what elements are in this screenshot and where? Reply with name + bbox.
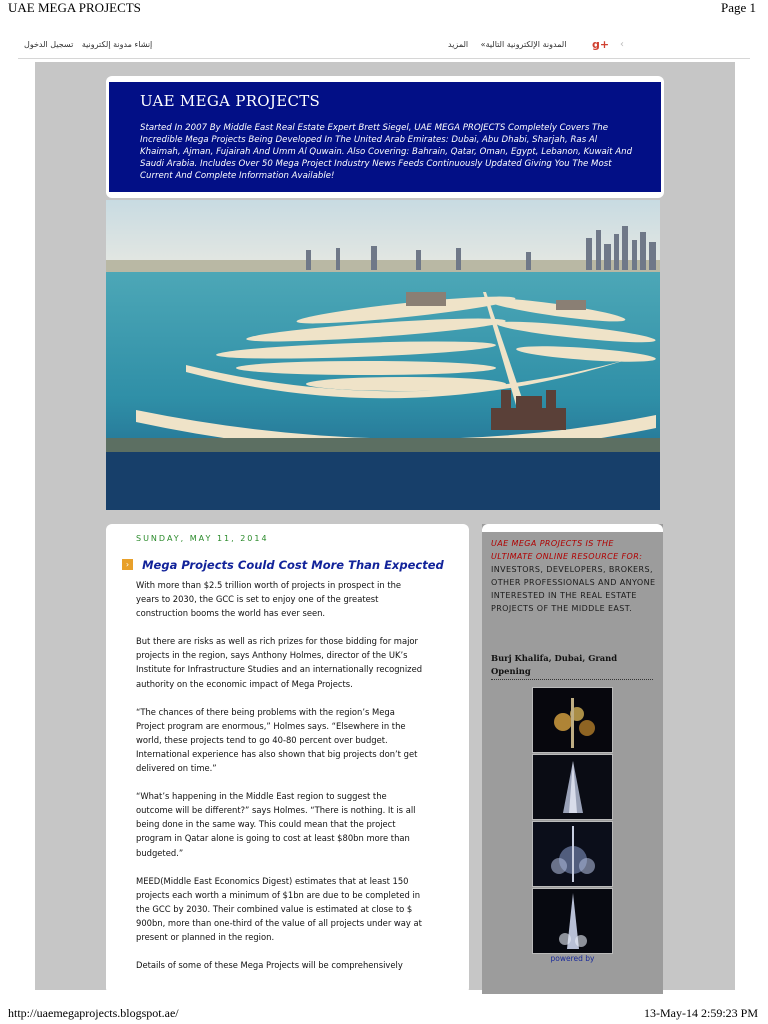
blog-description: Started In 2007 By Middle East Real Estate Expert Brett Siegel, UAE MEGA PROJECTS Completely Covers The Incredible Mega Projects Being Developed In The United Arab Emirates: Dubai, Abu Dhabi, Sharjah, Ras Al Khaimah, Ajman, Fujairah And Umm Al Quwain. Also Covering: Bahrain, Qatar, Oman, Egypt, Lebanon, Kuwait And Saudi Arabia. Includes Over 50 Mega Project Industry News Feeds Continuously Updated Giving You The Most Current And Complete Information Available! <box>140 123 633 181</box>
video-gadget-title: Burj Khalifa, Dubai, Grand Opening <box>491 652 653 680</box>
next-blog-link[interactable]: المدونة الإلكترونية التالية» <box>480 40 567 49</box>
post-paragraph: With more than $2.5 trillion worth of projects in prospect in the years to 2030, the GCC is set to enjoy one of the greatest construction booms the world has ever seen. <box>136 580 402 619</box>
sidebar-top-edge <box>482 524 663 532</box>
sidebar-intro-text: INVESTORS, DEVELOPERS, BROKERS, OTHER PROFESSIONALS AND ANYONE INTERESTED IN THE REAL ESTATE PROJECTS OF THE MIDDLE EAST. <box>491 565 656 613</box>
post-paragraph: MEED(Middle East Economics Digest) estimates that at least 150 projects each worth a minimum of $1bn are due to be completed in the GCC by 2030. Their combined value is estimated at close to $ 900bn, more than one-third of the value of all projects under way at present or planned in the region. <box>136 875 422 942</box>
video-thumbnail[interactable] <box>532 888 613 954</box>
post-paragraph: But there are risks as well as rich prizes for those bidding for major projects in the region, says Anthony Holmes, director of the UK’s Institute for Infrastructure Studies and an internationally recognized authority on the economic impact of Mega Projects. <box>136 636 423 689</box>
fireworks-image <box>533 688 612 752</box>
google-plus-icon[interactable]: g+ <box>592 38 610 51</box>
print-page-number: Page 1 <box>720 0 756 15</box>
create-blog-link[interactable]: إنشاء مدونة إلكترونية <box>81 40 153 49</box>
post-paragraph: “What’s happening in the Middle East region to suggest the outcome will be different?” says Holmes. “There is nothing. It is all being done in the same way. This could mean that the project program in Qatar alone is going to cost at least $80bn more than budgeted.” <box>136 791 416 858</box>
arrow-right-icon: › <box>122 559 133 570</box>
navbar-blog-links <box>438 40 566 49</box>
print-header-title: UAE MEGA PROJECTS <box>8 0 141 15</box>
sidebar-intro-highlight: UAE MEGA PROJECTS IS THE ULTIMATE ONLINE RESOURCE FOR: <box>491 539 643 561</box>
sign-in-link[interactable]: تسجيل الدخول <box>24 40 74 49</box>
post-date: SUNDAY, MAY 11, 2014 <box>136 534 269 543</box>
post-paragraph: “The chances of there being problems with the region’s Mega Project program are enormous,” Holmes says. “Elsewhere in the world, these projects tend to go 40-80 percent over budget. International experience has also shown that big projects don’t get delivered on time.” <box>136 706 418 774</box>
post-paragraph: Details of some of these Mega Projects will be comprehensively <box>136 960 403 971</box>
more-link[interactable]: المزيد <box>448 40 469 49</box>
tower-lights-image <box>533 755 612 819</box>
video-thumbnail[interactable] <box>532 754 613 820</box>
blog-header <box>106 76 664 198</box>
chevron-left-icon[interactable]: ‹ <box>620 39 624 50</box>
print-footer-url: http://uaemegaprojects.blogspot.ae/ <box>8 1006 179 1020</box>
tower-fireworks-image <box>533 822 612 886</box>
print-footer-timestamp: 13-May-14 2:59:23 PM <box>644 1006 758 1020</box>
tower-sparkle-image <box>533 889 612 953</box>
powered-by-link[interactable]: powered by <box>550 954 595 963</box>
post-title[interactable]: Mega Projects Could Cost More Than Expected <box>142 557 444 572</box>
video-thumbnail[interactable] <box>532 687 613 753</box>
video-thumbnail[interactable] <box>532 821 613 887</box>
navbar-account-links <box>18 40 152 49</box>
palm-jumeirah-photo <box>106 200 660 510</box>
main-post-column <box>106 524 469 994</box>
blog-title[interactable]: UAE MEGA PROJECTS <box>140 92 321 110</box>
sidebar-intro <box>491 537 657 615</box>
blogger-navbar <box>18 36 750 59</box>
sidebar <box>482 524 663 994</box>
post-header <box>122 554 444 573</box>
post-body <box>136 578 426 986</box>
blog-header-banner <box>109 82 661 192</box>
